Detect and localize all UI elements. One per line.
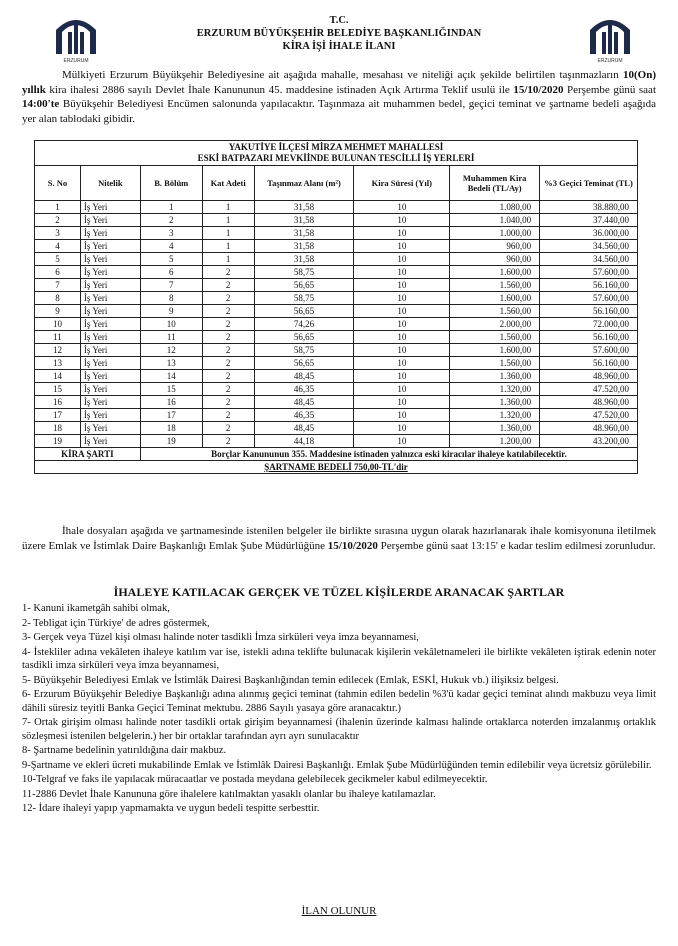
row-kat: 1 — [202, 214, 254, 227]
row-kat: 1 — [202, 201, 254, 214]
row-bolum: 7 — [140, 279, 202, 292]
header-line-institution: ERZURUM BÜYÜKŞEHİR BELEDİYE BAŞKANLIĞINDAN — [196, 28, 482, 39]
row-alan: 58,75 — [254, 292, 354, 305]
row-no: 10 — [35, 318, 81, 331]
table-row — [35, 279, 638, 292]
table-row — [35, 396, 638, 409]
row-nitelik: İş Yeri — [80, 279, 140, 292]
row-sure: 10 — [354, 396, 450, 409]
row-bedel: 1.600,00 — [450, 344, 540, 357]
condition-item: 2- Tebligat için Türkiye' de adres göstermek, — [22, 617, 210, 629]
col-header-no: S. No — [35, 166, 81, 201]
row-nitelik: İş Yeri — [80, 435, 140, 448]
row-bedel: 1.320,00 — [450, 383, 540, 396]
condition-item: 11-2886 Devlet İhale Kanununa göre ihalelere katılmaktan yasaklı olanlar bu ihaleye katılamazlar. — [22, 788, 436, 800]
row-bedel: 1.560,00 — [450, 331, 540, 344]
row-no: 3 — [35, 227, 81, 240]
row-teminat: 56.160,00 — [540, 305, 638, 318]
row-teminat: 48.960,00 — [540, 370, 638, 383]
condition-item: 8- Şartname bedelinin yatırıldığına dair makbuz. — [22, 745, 227, 756]
table-row — [35, 201, 638, 214]
row-alan: 58,75 — [254, 266, 354, 279]
row-sure: 10 — [354, 383, 450, 396]
row-teminat: 56.160,00 — [540, 357, 638, 370]
col-header-bolum: B. Bölüm — [140, 166, 202, 201]
row-alan: 46,35 — [254, 383, 354, 396]
row-bedel: 2.000,00 — [450, 318, 540, 331]
row-teminat: 57.600,00 — [540, 266, 638, 279]
row-kat: 2 — [202, 357, 254, 370]
submission-date: 15/10/2020 — [327, 540, 378, 552]
col-header-kat: Kat Adeti — [202, 166, 254, 201]
table-row — [35, 344, 638, 357]
tender-time: 14:00'te — [22, 98, 60, 110]
row-sure: 10 — [354, 305, 450, 318]
condition-item: 7- Ortak girişim olması halinde noter tasdikli ortak girişim beyannamesi (ihalenin üzerinde kalması halinde ortaklarca noterden imzalanmış ortaklık sözleşmesi istenilen belgelerin.) her bir ortaklar tarafından ayrı ayrı sunulacaktır — [22, 717, 656, 742]
row-bedel: 1.560,00 — [450, 357, 540, 370]
row-teminat: 47.520,00 — [540, 409, 638, 422]
row-teminat: 38.880,00 — [540, 201, 638, 214]
row-kat: 2 — [202, 305, 254, 318]
row-sure: 10 — [354, 240, 450, 253]
row-sure: 10 — [354, 331, 450, 344]
table-row — [35, 266, 638, 279]
row-bedel: 1.600,00 — [450, 266, 540, 279]
table-row — [35, 214, 638, 227]
row-teminat: 43.200,00 — [540, 435, 638, 448]
row-alan: 56,65 — [254, 279, 354, 292]
row-alan: 48,45 — [254, 370, 354, 383]
row-nitelik: İş Yeri — [80, 383, 140, 396]
row-kat: 2 — [202, 370, 254, 383]
row-nitelik: İş Yeri — [80, 214, 140, 227]
row-alan: 74,26 — [254, 318, 354, 331]
conditions-title: İHALEYE KATILACAK GERÇEK VE TÜZEL KİŞİLERDE ARANACAK ŞARTLAR — [113, 585, 565, 599]
row-bedel: 1.320,00 — [450, 409, 540, 422]
row-nitelik: İş Yeri — [80, 344, 140, 357]
row-bolum: 15 — [140, 383, 202, 396]
row-no: 9 — [35, 305, 81, 318]
row-nitelik: İş Yeri — [80, 305, 140, 318]
row-sure: 10 — [354, 318, 450, 331]
row-no: 14 — [35, 370, 81, 383]
row-kat: 2 — [202, 318, 254, 331]
row-bedel: 960,00 — [450, 240, 540, 253]
row-teminat: 37.440,00 — [540, 214, 638, 227]
row-alan: 58,75 — [254, 344, 354, 357]
condition-item: 12- İdare ihaleyi yapıp yapmamakta ve uygun bedeli tespitte serbesttir. — [22, 803, 320, 814]
lease-term: 10(On) yıllık — [22, 69, 656, 96]
row-no: 6 — [35, 266, 81, 279]
row-bolum: 8 — [140, 292, 202, 305]
row-nitelik: İş Yeri — [80, 422, 140, 435]
row-bedel: 1.560,00 — [450, 305, 540, 318]
row-no: 4 — [35, 240, 81, 253]
table-row — [35, 227, 638, 240]
row-teminat: 48.960,00 — [540, 396, 638, 409]
row-kat: 2 — [202, 266, 254, 279]
col-header-bedel: Muhammen Kira Bedeli (TL/Ay) — [450, 166, 540, 201]
row-no: 13 — [35, 357, 81, 370]
row-sure: 10 — [354, 435, 450, 448]
row-alan: 56,65 — [254, 305, 354, 318]
table-row — [35, 305, 638, 318]
row-kat: 2 — [202, 435, 254, 448]
table-row — [35, 383, 638, 396]
row-sure: 10 — [354, 292, 450, 305]
row-bolum: 3 — [140, 227, 202, 240]
row-kat: 1 — [202, 253, 254, 266]
row-sure: 10 — [354, 214, 450, 227]
sartname-bedeli: ŞARTNAME BEDELİ 750,00-TL'dir — [35, 461, 638, 474]
row-alan: 48,45 — [254, 396, 354, 409]
row-nitelik: İş Yeri — [80, 227, 140, 240]
table-row — [35, 240, 638, 253]
row-bolum: 13 — [140, 357, 202, 370]
row-no: 15 — [35, 383, 81, 396]
row-kat: 2 — [202, 383, 254, 396]
table-row — [35, 253, 638, 266]
row-kat: 2 — [202, 344, 254, 357]
row-bolum: 5 — [140, 253, 202, 266]
row-kat: 1 — [202, 240, 254, 253]
row-bedel: 1.360,00 — [450, 370, 540, 383]
row-teminat: 57.600,00 — [540, 292, 638, 305]
row-sure: 10 — [354, 253, 450, 266]
intro-paragraph: Mülkiyeti Erzurum Büyükşehir Belediyesine ait aşağıda mahalle, mesahası ve niteliği açık şekilde belirtilen taşınmazların 10(On) yıllık kira ihalesi 2886 sayılı Devlet İhale Kanununun 45. maddesine istinaden Açık Artırma Teklif usulü ile 15/10/2020 Perşembe günü saat 14:00'te Büyükşehir Belediyesi Encümen salonunda yapılacaktır. Taşınmaza ait muhammen bedel, geçici teminat ve şartname bedeli aşağıda yer alan tablodaki gibidir. — [22, 69, 656, 125]
row-nitelik: İş Yeri — [80, 409, 140, 422]
row-no: 5 — [35, 253, 81, 266]
table-row — [35, 357, 638, 370]
row-nitelik: İş Yeri — [80, 396, 140, 409]
row-sure: 10 — [354, 370, 450, 383]
row-nitelik: İş Yeri — [80, 357, 140, 370]
row-alan: 31,58 — [254, 253, 354, 266]
condition-item: 10-Telgraf ve faks ile yapılacak müracaatlar ve postada meydana gelebilecek gecikmeler kabul edilmeyecektir. — [22, 774, 488, 785]
row-nitelik: İş Yeri — [80, 292, 140, 305]
condition-item: 1- Kanuni ikametgâh sahibi olmak, — [22, 603, 170, 614]
row-bedel: 1.360,00 — [450, 422, 540, 435]
row-no: 12 — [35, 344, 81, 357]
row-bedel: 1.560,00 — [450, 279, 540, 292]
row-nitelik: İş Yeri — [80, 318, 140, 331]
header-line-tc: T.C. — [329, 15, 349, 26]
row-nitelik: İş Yeri — [80, 370, 140, 383]
row-sure: 10 — [354, 266, 450, 279]
sartname-row — [35, 461, 638, 474]
row-nitelik: İş Yeri — [80, 266, 140, 279]
row-teminat: 56.160,00 — [540, 279, 638, 292]
row-no: 11 — [35, 331, 81, 344]
notice-header — [0, 14, 678, 53]
row-nitelik: İş Yeri — [80, 253, 140, 266]
tender-date: 15/10/2020 — [513, 83, 564, 96]
row-alan: 31,58 — [254, 214, 354, 227]
row-bolum: 9 — [140, 305, 202, 318]
condition-item: 3- Gerçek veya Tüzel kişi olması halinde noter tasdikli İmza sirküleri veya imza beyannamesi, — [22, 632, 419, 643]
row-bedel: 1.200,00 — [450, 435, 540, 448]
row-teminat: 47.520,00 — [540, 383, 638, 396]
condition-item: 9-Şartname ve ekleri ücreti mukabilinde Emlak ve İstimlâk Dairesi Başkanlığı. Emlak Şube Müdürlüğünden temin edilebilir veya ücretsiz görülebilir. — [22, 759, 652, 771]
col-header-teminat: %3 Geçici Teminat (TL) — [540, 166, 638, 201]
row-kat: 2 — [202, 292, 254, 305]
municipality-logo-left: ERZURUM — [52, 10, 100, 62]
row-no: 16 — [35, 396, 81, 409]
row-sure: 10 — [354, 227, 450, 240]
col-header-alan: Taşınmaz Alanı (m²) — [254, 166, 354, 201]
row-alan: 31,58 — [254, 240, 354, 253]
row-bolum: 16 — [140, 396, 202, 409]
row-bolum: 2 — [140, 214, 202, 227]
row-bedel: 960,00 — [450, 253, 540, 266]
row-sure: 10 — [354, 422, 450, 435]
kira-sarti-label: KİRA ŞARTI — [35, 448, 141, 461]
row-bolum: 11 — [140, 331, 202, 344]
row-nitelik: İş Yeri — [80, 201, 140, 214]
row-alan: 31,58 — [254, 227, 354, 240]
row-kat: 2 — [202, 409, 254, 422]
property-table — [34, 140, 638, 474]
row-bolum: 19 — [140, 435, 202, 448]
conditions-list — [22, 602, 656, 817]
closing-text: İLAN OLUNUR — [301, 905, 377, 917]
row-no: 18 — [35, 422, 81, 435]
row-bolum: 4 — [140, 240, 202, 253]
row-bolum: 12 — [140, 344, 202, 357]
row-sure: 10 — [354, 279, 450, 292]
condition-item: 4- İstekliler adına vekâleten ihaleye katılım var ise, istekli adına teklifte bulunacak kişilerin vekâletnameleri ile birlikte vekâleten iştirak edenin noter tasdikli imza sirküleri veya imza beyannamesi, — [22, 646, 656, 671]
table-title: YAKUTİYE İLÇESİ MİRZA MEHMET MAHALLESİ ESKİ BATPAZARI MEVKİİNDE BULUNAN TESCİLLİ İŞ YERLERİ — [35, 141, 638, 166]
row-bedel: 1.040,00 — [450, 214, 540, 227]
row-kat: 1 — [202, 227, 254, 240]
row-kat: 2 — [202, 396, 254, 409]
row-bolum: 6 — [140, 266, 202, 279]
row-teminat: 72.000,00 — [540, 318, 638, 331]
row-bedel: 1.360,00 — [450, 396, 540, 409]
row-alan: 56,65 — [254, 331, 354, 344]
table-row — [35, 318, 638, 331]
row-bolum: 18 — [140, 422, 202, 435]
kira-sarti-row — [35, 448, 638, 461]
row-alan: 46,35 — [254, 409, 354, 422]
row-bolum: 1 — [140, 201, 202, 214]
row-sure: 10 — [354, 357, 450, 370]
table-header-row — [35, 166, 638, 201]
row-sure: 10 — [354, 344, 450, 357]
row-alan: 56,65 — [254, 357, 354, 370]
row-no: 2 — [35, 214, 81, 227]
row-bolum: 17 — [140, 409, 202, 422]
row-no: 8 — [35, 292, 81, 305]
row-bedel: 1.600,00 — [450, 292, 540, 305]
row-sure: 10 — [354, 201, 450, 214]
row-alan: 31,58 — [254, 201, 354, 214]
table-row — [35, 331, 638, 344]
row-kat: 2 — [202, 279, 254, 292]
row-alan: 44,18 — [254, 435, 354, 448]
row-kat: 2 — [202, 331, 254, 344]
col-header-nitelik: Nitelik — [80, 166, 140, 201]
row-alan: 48,45 — [254, 422, 354, 435]
row-teminat: 56.160,00 — [540, 331, 638, 344]
row-kat: 2 — [202, 422, 254, 435]
row-bedel: 1.080,00 — [450, 201, 540, 214]
header-line-title: KİRA İŞİ İHALE İLANI — [282, 41, 396, 52]
row-no: 7 — [35, 279, 81, 292]
row-no: 19 — [35, 435, 81, 448]
row-teminat: 36.000,00 — [540, 227, 638, 240]
row-bolum: 10 — [140, 318, 202, 331]
submission-paragraph: İhale dosyaları aşağıda ve şartnamesinde istenilen belgeler ile birlikte sırasına uygun olarak hazırlanarak ihale komisyonuna iletilmek üzere Emlak ve İstimlak Daire Başkanlığı Emlak Şube Müdürlüğüne 15/10/2020 Perşembe günü saat 13:15' e kadar teslim edilmesi zorunludur. — [22, 525, 656, 552]
table-row — [35, 422, 638, 435]
col-header-sure: Kira Süresi (Yıl) — [354, 166, 450, 201]
row-no: 1 — [35, 201, 81, 214]
row-nitelik: İş Yeri — [80, 240, 140, 253]
row-teminat: 57.600,00 — [540, 344, 638, 357]
table-row — [35, 292, 638, 305]
row-nitelik: İş Yeri — [80, 331, 140, 344]
table-row — [35, 409, 638, 422]
row-teminat: 48.960,00 — [540, 422, 638, 435]
row-bedel: 1.000,00 — [450, 227, 540, 240]
table-row — [35, 370, 638, 383]
condition-item: 6- Erzurum Büyükşehir Belediye Başkanlığı adına alınmış geçici teminat (tahmin edilen bedelin %3'ü kadar geçici teminat alındı makbuzu veya limit dâhili süresiz teyitli Banka Geçici Teminat mektubu. 2886 Sayılı yasaya göre aranacaktır.) — [22, 689, 656, 714]
row-teminat: 34.560,00 — [540, 240, 638, 253]
table-row — [35, 435, 638, 448]
row-no: 17 — [35, 409, 81, 422]
row-teminat: 34.560,00 — [540, 253, 638, 266]
row-bolum: 14 — [140, 370, 202, 383]
condition-item: 5- Büyükşehir Belediyesi Emlak ve İstimlâk Dairesi Başkanlığından temin edilecek (Emlak, ESKİ, Hukuk vb.) ilişiksiz belgesi. — [22, 674, 559, 686]
row-sure: 10 — [354, 409, 450, 422]
municipality-logo-right: ERZURUM — [586, 10, 634, 62]
kira-sarti-text: Borçlar Kanununun 355. Maddesine istinaden yalnızca eski kiracılar ihaleye katılabilecektir. — [140, 448, 637, 461]
